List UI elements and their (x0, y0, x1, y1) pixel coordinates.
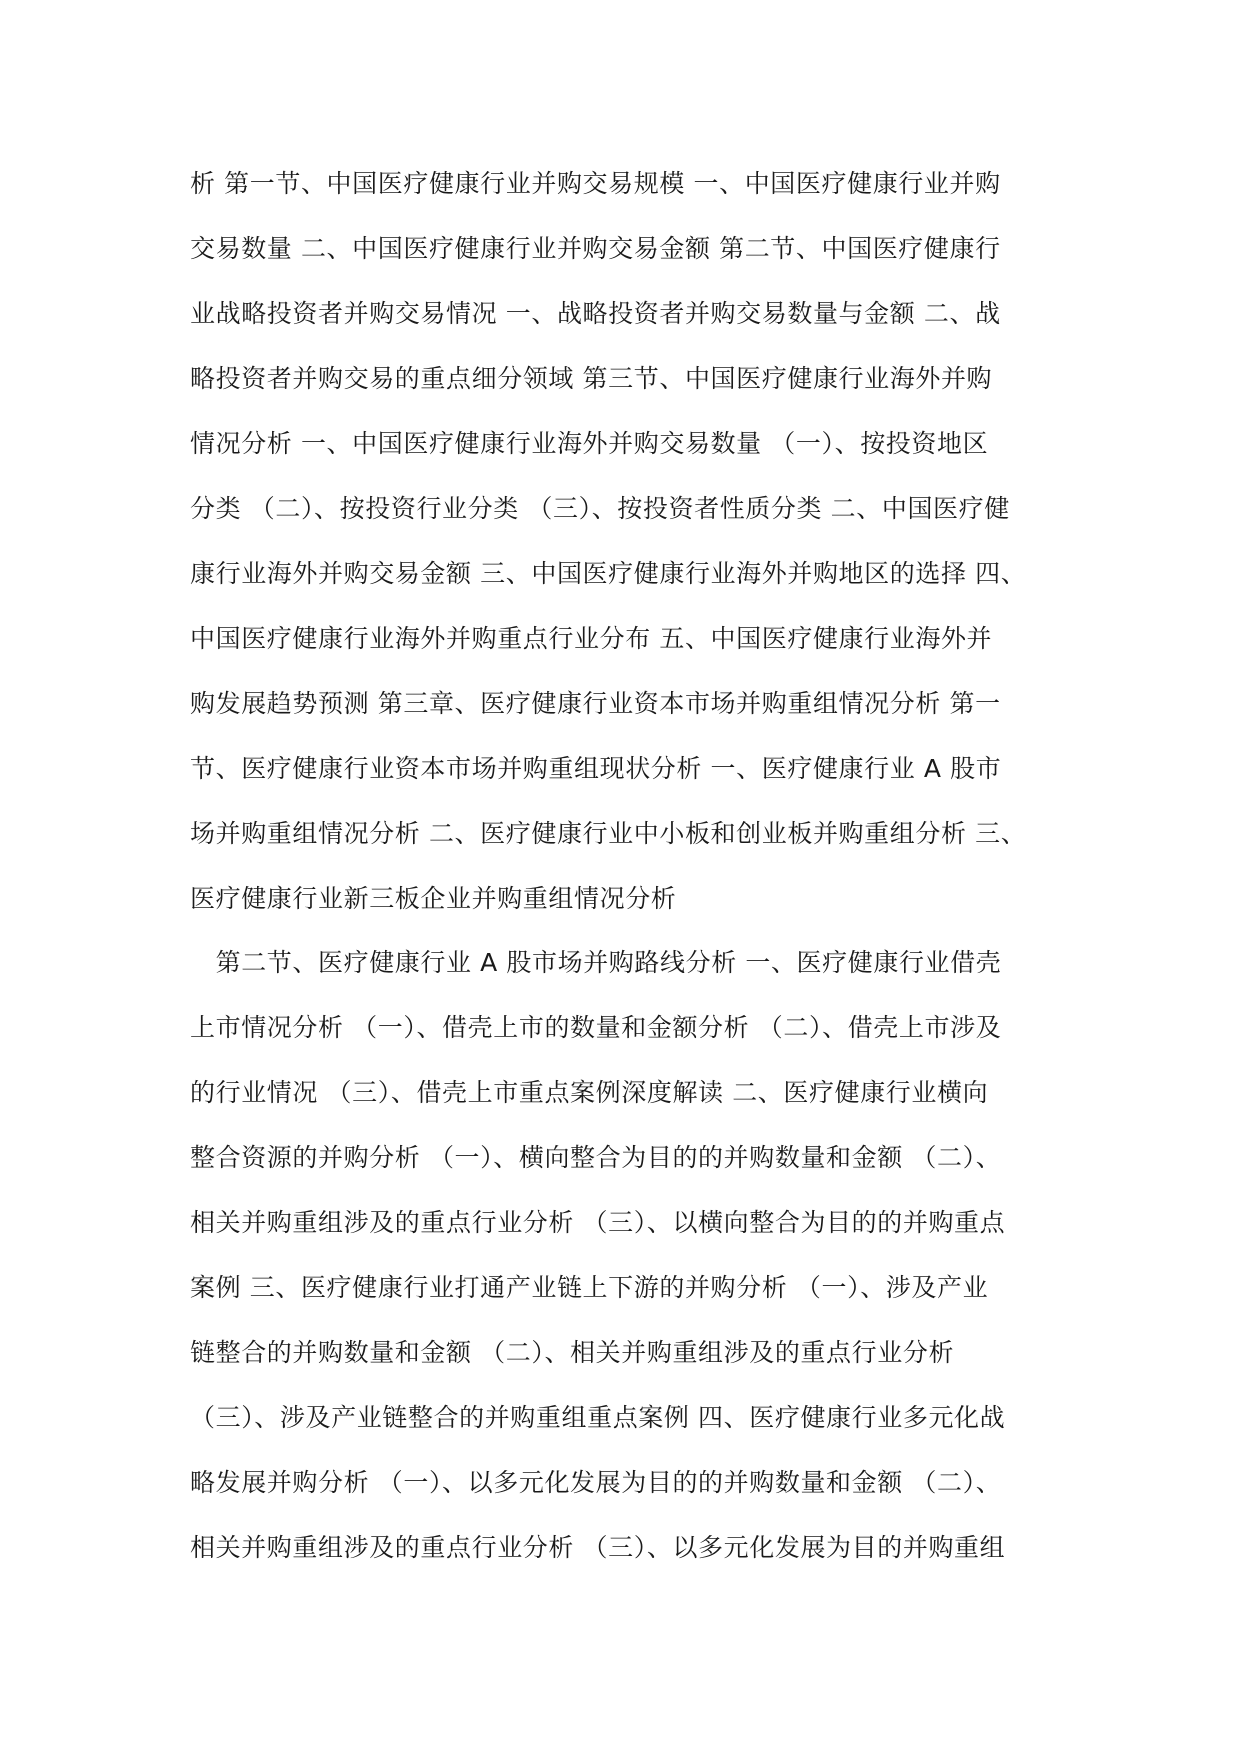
paragraph-2 (190, 930, 1070, 1580)
text-line: 上市情况分析 （一）、借壳上市的数量和金额分析 （二）、借壳上市涉及 (190, 1013, 1002, 1042)
text-line: 业战略投资者并购交易情况 一、战略投资者并购交易数量与金额 二、战 (190, 299, 1001, 328)
text-line: 析 第一节、中国医疗健康行业并购交易规模 一、中国医疗健康行业并购 (190, 169, 1001, 198)
text-line: 中国医疗健康行业海外并购重点行业分布 五、中国医疗健康行业海外并 (190, 624, 993, 653)
text-line: 场并购重组情况分析 二、医疗健康行业中小板和创业板并购重组分析 三、 (190, 819, 1027, 848)
text-line: 相关并购重组涉及的重点行业分析 （三）、以横向整合为目的的并购重点 (190, 1208, 1006, 1237)
text-line: 的行业情况 （三）、借壳上市重点案例深度解读 二、医疗健康行业横向 (190, 1078, 989, 1107)
text-line: 略发展并购分析 （一）、以多元化发展为目的的并购数量和金额 （二）、 (190, 1468, 1002, 1497)
text-line: 医疗健康行业新三板企业并购重组情况分析 (190, 884, 677, 913)
text-line: 略投资者并购交易的重点细分领域 第三节、中国医疗健康行业海外并购 (190, 364, 993, 393)
text-line: 链整合的并购数量和金额 （二）、相关并购重组涉及的重点行业分析 (190, 1338, 955, 1367)
text-line: 相关并购重组涉及的重点行业分析 （三）、以多元化发展为目的并购重组 (190, 1533, 1006, 1562)
text-line: 案例 三、医疗健康行业打通产业链上下游的并购分析 （一）、涉及产业 (190, 1273, 989, 1302)
text-line: 第二节、医疗健康行业 A 股市场并购路线分析 一、医疗健康行业借壳 (190, 948, 1002, 977)
text-line: 交易数量 二、中国医疗健康行业并购交易金额 第二节、中国医疗健康行 (190, 234, 1001, 263)
text-line: 节、医疗健康行业资本市场并购重组现状分析 一、医疗健康行业 A 股市 (190, 754, 1002, 783)
text-line: 购发展趋势预测 第三章、医疗健康行业资本市场并购重组情况分析 第一 (190, 689, 1001, 718)
text-line: 康行业海外并购交易金额 三、中国医疗健康行业海外并购地区的选择 四、 (190, 559, 1027, 588)
text-line: 情况分析 一、中国医疗健康行业海外并购交易数量 （一）、按投资地区 (190, 429, 989, 458)
text-line: （三）、涉及产业链整合的并购重组重点案例 四、医疗健康行业多元化战 (190, 1403, 1006, 1432)
text-line: 整合资源的并购分析 （一）、横向整合为目的的并购数量和金额 （二）、 (190, 1143, 1002, 1172)
paragraph-1 (190, 151, 1070, 931)
text-line: 分类 （二）、按投资行业分类 （三）、按投资者性质分类 二、中国医疗健 (190, 494, 1010, 523)
